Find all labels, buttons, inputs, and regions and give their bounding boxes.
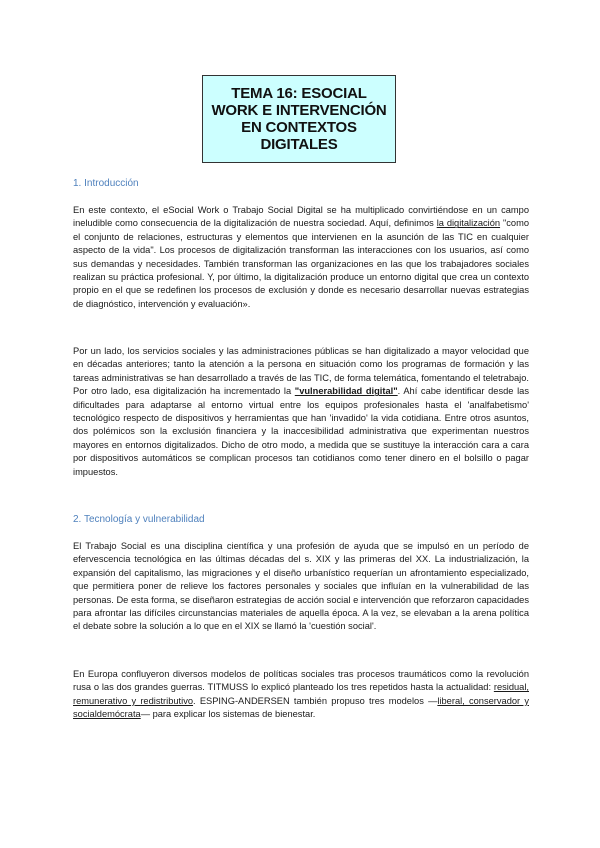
- underlined-term: residual, remunerativo y redistributivo: [73, 682, 529, 706]
- underlined-term: la digitalización: [436, 218, 501, 229]
- document-title: TEMA 16: ESOCIAL WORK E INTERVENCIÓN EN CONTEXTOS DIGITALES: [211, 85, 387, 153]
- paragraph-text: En Europa confluyeron diversos modelos de políticas sociales tras procesos traumáticos como la revolución rusa o las dos grandes guerras. TITMUSS lo explicó planteado los tres repetidos hasta la actualidad:: [73, 669, 529, 693]
- underlined-term: "vulnerabilidad digital": [294, 386, 398, 397]
- paragraph-intro-1: [73, 204, 529, 311]
- paragraph-text: El Trabajo Social es una disciplina científica y una profesión de ayuda que se impulsó en un período de efervescencia tecnológica en las últimas décadas del s. XIX y las primeras del XX. La industrialización, la expansión del capitalismo, las migraciones y el diseño urbanístico requerían un afrontamiento especializado, que permitiera poner de relieve los factores personales y sociales que influían en la vulnerabilidad de las personas. De esta forma, se diseñaron estrategias de acción social e intervención que reforzaron capacidades para afrontar las difíciles circunstancias materiales de aquella época. A la vez, se elevaban a la arena política el debate sobre la solución a lo que en el XIX se llamó la 'cuestión social'.: [73, 541, 529, 632]
- section-heading-introduccion: 1. Introducción: [73, 178, 139, 189]
- paragraph-text: . Ahí cabe identificar desde las dificultades para adaptarse al entorno virtual entre los equipos profesionales hasta el 'analfabetismo' tecnológico respecto de dispositivos y herramientas que han 'invadido' la vida cotidiana. Entre otros asuntos, dos polémicos son la exclusión financiera y la inaccesibilidad administrativa que experimentan nuestros mayores en entornos digitalizados. Dicho de otro modo, a medida que se sustituye la interacción cara a cara por dispositivos automáticos se complican procesos tan cotidianos como tener dinero en el bolsillo o pagar impuestos.: [73, 386, 529, 477]
- paragraph-text: "como el conjunto de relaciones, estructuras y elementos que intervienen en la asunción de las TIC en cualquier aspecto de la vida". Los procesos de digitalización transforman las interacciones con los usuarios, así como sus demandas y necesidades. También transforman las organizaciones en las que los trabajadores sociales realizan su práctica profesional. Y, por último, la digitalización produce un entorno digital que crea un contexto propio en el que se redefinen los procesos de exclusión y donde es necesario desarrollar nuevas estrategias de diagnóstico, intervención y evaluación».: [73, 218, 529, 309]
- title-box: [202, 75, 396, 163]
- paragraph-text: — para explicar los sistemas de bienestar.: [140, 709, 316, 720]
- paragraph-text: En este contexto, el eSocial Work o Trabajo Social Digital se ha multiplicado convirtiéndose en un campo ineludible como consecuencia de la digitalización de nuestra sociedad. Aquí, definimos: [73, 205, 529, 229]
- paragraph-intro-2: [73, 345, 529, 479]
- paragraph-tecnologia-2: [73, 668, 529, 722]
- underlined-term: liberal, conservador y socialdemócrata: [73, 695, 529, 720]
- paragraph-tecnologia-1: [73, 540, 529, 634]
- paragraph-text: . ESPING-ANDERSEN también propuso tres modelos —: [193, 695, 438, 706]
- section-heading-tecnologia: 2. Tecnología y vulnerabilidad: [73, 514, 205, 525]
- paragraph-text: Por un lado, los servicios sociales y las administraciones públicas se han digitalizado a mayor velocidad que en décadas anteriores; tanto la atención a la persona en situación como los programas de formación y las tareas administrativas se han desarrollado a través de las TIC, de forma telemática, fomentando el teletrabajo. Por otro lado, esa digitalización ha incrementado la: [73, 346, 529, 397]
